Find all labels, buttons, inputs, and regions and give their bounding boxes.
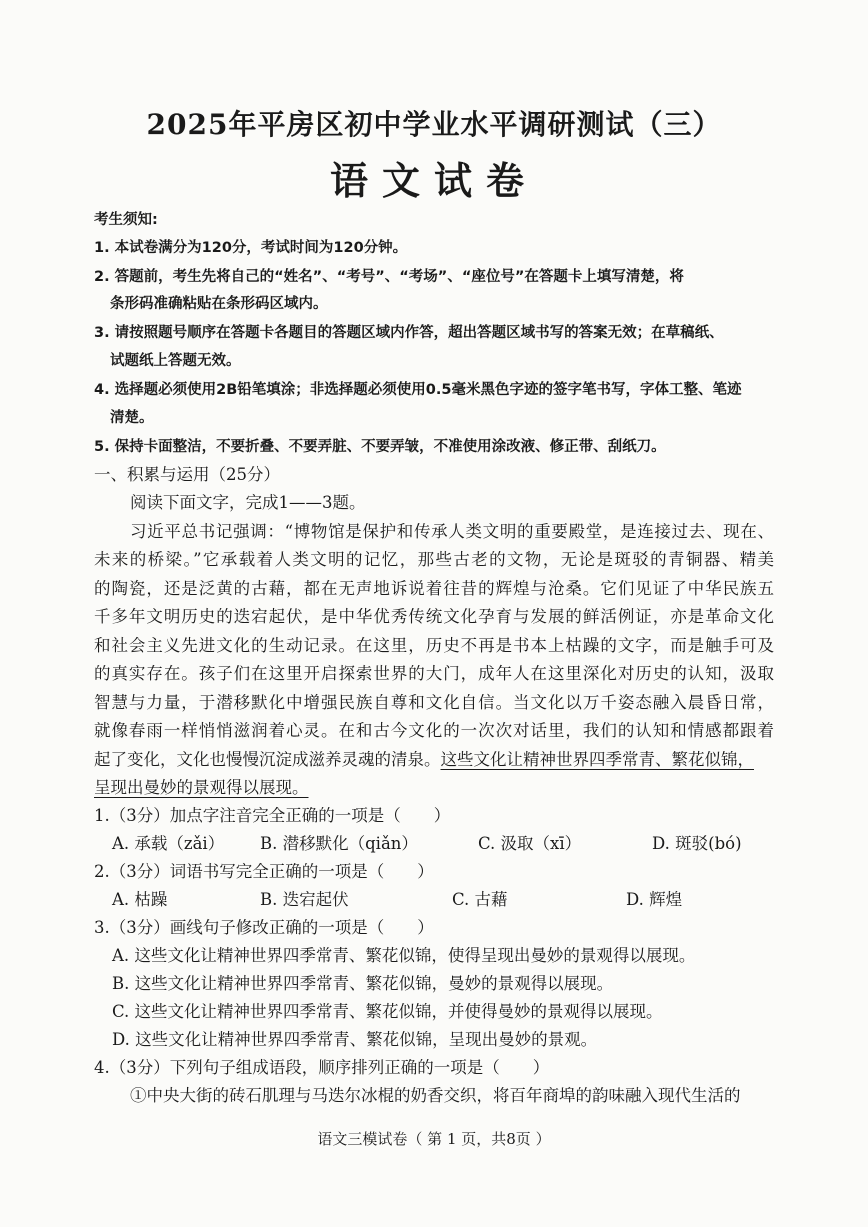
- question-2-stem: 2.（3分）词语书写完全正确的一项是（ ）: [94, 862, 434, 881]
- question-3-option-d: D. 这些文化让精神世界四季常青、繁花似锦，呈现出曼妙的景观。: [112, 1030, 598, 1049]
- question-4-stem: 4.（3分）下列句子组成语段，顺序排列正确的一项是（ ）: [94, 1058, 550, 1077]
- question-1-option-a: A. 承载（zǎi）: [112, 834, 225, 853]
- question-3-option-a: A. 这些文化让精神世界四季常青、繁花似锦，使得呈现出曼妙的景观得以展现。: [112, 946, 696, 965]
- question-3-option-c: C. 这些文化让精神世界四季常青、繁花似锦，并使得曼妙的景观得以展现。: [112, 1002, 663, 1021]
- exam-title: 2025年平房区初中学业水平调研测试（三）: [146, 108, 722, 141]
- question-2-option-b: B. 迭宕起伏: [260, 890, 349, 909]
- notice-item: 2. 答题前，考生先将自己的“姓名”、“考号”、“考场”、“座位号”在答题卡上填写清楚，将: [94, 269, 684, 285]
- notice-heading: 考生须知:: [94, 212, 158, 228]
- passage-line-with-underline: [94, 746, 754, 770]
- passage-line: 习近平总书记强调：“博物馆是保护和传承人类文明的重要殿堂，是连接过去、现在、: [130, 522, 774, 541]
- passage-line: 的陶瓷，还是泛黄的古藉，都在无声地诉说着往昔的辉煌与沧桑。它们见证了中华民族五: [94, 579, 774, 598]
- question-1-option-d: D. 斑驳(bó): [652, 834, 742, 853]
- question-2-option-c: C. 古藉: [452, 890, 508, 909]
- notice-item: 4. 选择题必须使用2B铅笔填涂；非选择题必须使用0.5毫米黑色字迹的签字笔书写，字体工整、笔迹: [94, 382, 742, 398]
- question-2-option-a: A. 枯躁: [112, 890, 168, 909]
- notice-item-continued: 清楚。: [110, 410, 154, 426]
- passage-line: 和社会主义先进文化的生动记录。在这里，历史不再是书本上枯躁的文字，而是触手可及: [94, 636, 774, 655]
- question-4-item-1: ①中央大街的砖石肌理与马迭尔冰棍的奶香交织，将百年商埠的韵味融入现代生活的: [130, 1086, 741, 1105]
- question-1-stem: 1.（3分）加点字注音完全正确的一项是（ ）: [94, 806, 451, 825]
- page-footer: 语文三模试卷（ 第 1 页，共8页 ）: [317, 1130, 551, 1148]
- subject-title: 语文试卷: [329, 158, 538, 203]
- underlined-sentence: 这些文化让精神世界四季常青、繁花似锦，: [440, 750, 754, 769]
- underlined-sentence-continued: 呈现出曼妙的景观得以展现。: [94, 778, 309, 797]
- passage-line: 的真实存在。孩子们在这里开启探索世界的大门，成年人在这里深化对历史的认知，汲取: [94, 664, 774, 683]
- passage-line: 千多年文明历史的迭宕起伏，是中华优秀传统文化孕育与发展的鲜活例证，亦是革命文化: [94, 607, 774, 626]
- notice-item: 5. 保持卡面整洁，不要折叠、不要弄脏、不要弄皱，不准使用涂改液、修正带、刮纸刀。: [94, 439, 666, 455]
- question-3-option-b: B. 这些文化让精神世界四季常青、繁花似锦，曼妙的景观得以展现。: [112, 974, 614, 993]
- passage-line: 就像春雨一样悄悄滋润着心灵。在和古今文化的一次次对话里，我们的认知和情感都跟着: [94, 721, 774, 740]
- question-3-stem: 3.（3分）画线句子修改正确的一项是（ ）: [94, 918, 434, 937]
- question-2-option-d: D. 辉煌: [626, 890, 683, 909]
- notice-item: 1. 本试卷满分为120分，考试时间为120分钟。: [94, 240, 408, 256]
- question-1-option-b: B. 潜移默化（qiǎn）: [260, 834, 418, 853]
- notice-item-continued: 试题纸上答题无效。: [110, 353, 241, 369]
- passage-line: 未来的桥梁。”它承载着人类文明的记忆，那些古老的文物，无论是斑驳的青铜器、精美: [94, 550, 774, 569]
- question-1-option-c: C. 汲取（xī）: [478, 834, 582, 853]
- notice-item-continued: 条形码准确粘贴在条形码区域内。: [110, 296, 328, 312]
- notice-item: 3. 请按照题号顺序在答题卡各题目的答题区域内作答，超出答题区域书写的答案无效；在草稿纸、: [94, 325, 724, 341]
- section-heading: 一、积累与运用（25分）: [94, 465, 280, 484]
- reading-instruction: 阅读下面文字，完成1——3题。: [130, 493, 366, 512]
- passage-text: 起了变化，文化也慢慢沉淀成滋养灵魂的清泉。: [94, 750, 441, 769]
- passage-line: 智慧与力量，于潜移默化中增强民族自尊和文化自信。当文化以万千姿态融入晨昏日常，: [94, 693, 774, 712]
